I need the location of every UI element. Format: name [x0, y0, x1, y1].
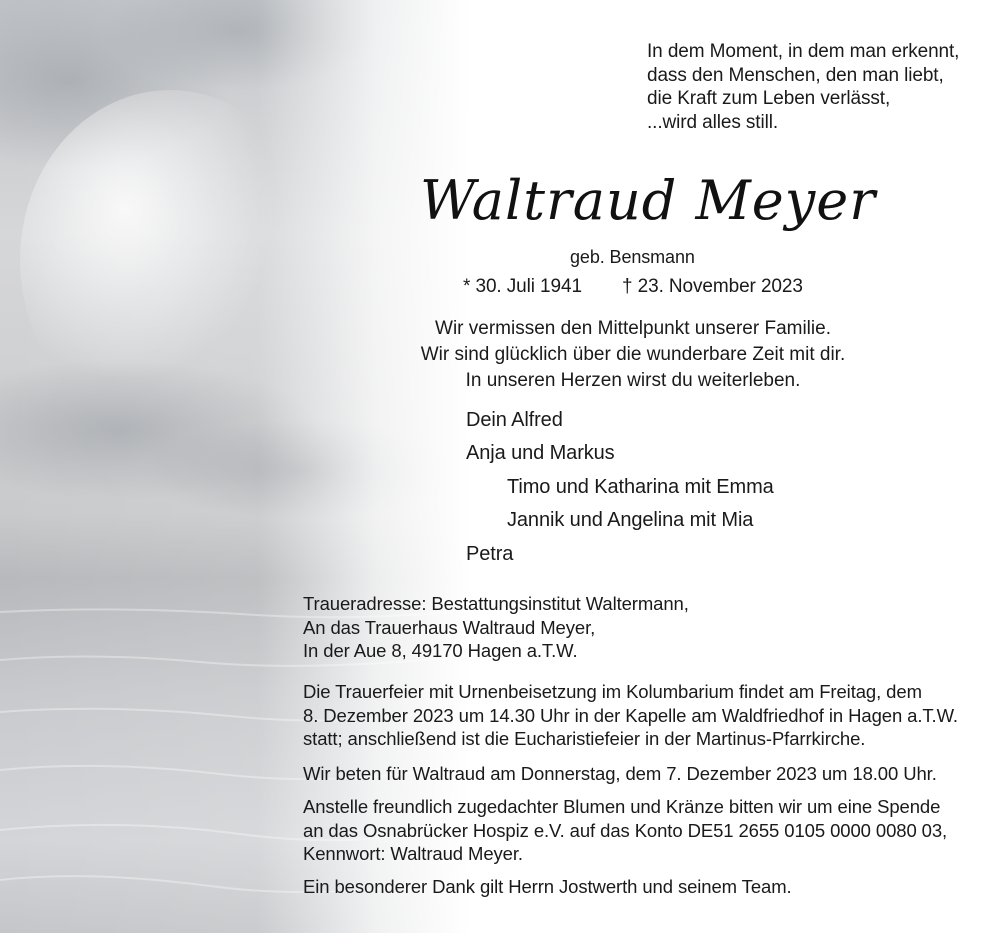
poem: [647, 40, 959, 134]
address-line: In der Aue 8, 49170 Hagen a.T.W.: [303, 640, 578, 661]
verse-line: Wir vermissen den Mittelpunkt unserer Familie.: [435, 318, 831, 339]
service-line: Die Trauerfeier mit Urnenbeisetzung im Kolumbarium findet am Freitag, dem: [303, 681, 922, 702]
mourner-name: Anja und Markus: [466, 442, 615, 464]
mourning-address: [303, 592, 689, 663]
poem-line: die Kraft zum Leben verlässt,: [647, 88, 891, 109]
donation-line: Kennwort: Waltraud Meyer.: [303, 843, 523, 864]
prayer-info: Wir beten für Waltraud am Donnerstag, dem 7. Dezember 2023 um 18.00 Uhr.: [303, 763, 937, 784]
poem-line: ...wird alles still.: [647, 111, 779, 133]
address-line: Traueradresse: Bestattungsinstitut Waltermann,: [303, 593, 689, 614]
birth-name: geb. Bensmann: [570, 247, 695, 267]
remembrance-verse: [400, 316, 866, 394]
address-line: An das Trauerhaus Waltraud Meyer,: [303, 616, 596, 638]
poem-line: dass den Menschen, den man liebt,: [647, 64, 944, 86]
verse-line: Wir sind glücklich über die wunderbare Zeit mit dir.: [420, 344, 846, 365]
birth-date: * 30. Juli 1941: [463, 276, 582, 297]
funeral-service-info: [303, 680, 958, 751]
mourner-name: Timo und Katharina mit Emma: [507, 476, 774, 498]
deceased-name: Waltraud Meyer: [420, 169, 877, 232]
mourner-name: Dein Alfred: [466, 409, 563, 431]
service-line: statt; anschließend ist die Eucharistiefeier in der Martinus-Pfarrkirche.: [303, 728, 866, 749]
death-date: † 23. November 2023: [622, 276, 803, 297]
donation-info: [303, 795, 947, 866]
mourner-name: Petra: [466, 543, 514, 565]
mourner-name: Jannik und Angelina mit Mia: [507, 509, 754, 531]
thanks-note: Ein besonderer Dank gilt Herrn Jostwerth und seinem Team.: [303, 876, 792, 897]
verse-line: In unseren Herzen wirst du weiterleben.: [465, 370, 801, 391]
donation-line: an das Osnabrücker Hospiz e.V. auf das Konto DE51 2655 0105 0000 0080 03,: [303, 819, 948, 841]
service-line: 8. Dezember 2023 um 14.30 Uhr in der Kapelle am Waldfriedhof in Hagen a.T.W.: [303, 704, 958, 726]
poem-line: In dem Moment, in dem man erkennt,: [647, 41, 960, 62]
donation-line: Anstelle freundlich zugedachter Blumen und Kränze bitten wir um eine Spende: [303, 796, 941, 817]
